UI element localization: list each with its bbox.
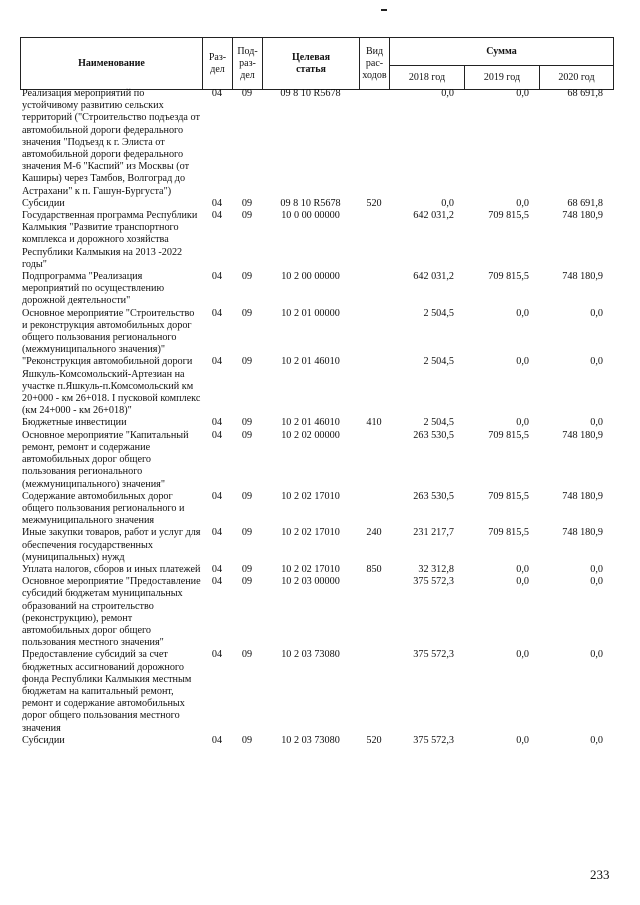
row-podrazdel: 09: [241, 356, 253, 368]
header-podrazdel: Под- раз- дел: [233, 38, 263, 90]
row-vid: [359, 210, 389, 271]
table-header: [20, 37, 614, 90]
row-razdel: 04: [211, 417, 223, 429]
table-row: [20, 527, 613, 564]
table-row: [20, 210, 613, 271]
header-2018: 2018 год: [390, 66, 465, 90]
table-row: [20, 735, 613, 747]
row-name: Подпрограмма "Реализация мероприятий по осуществлению дорожной деятельности": [22, 271, 165, 307]
row-vid: [359, 271, 389, 308]
row-2020: 748 180,9: [562, 527, 603, 539]
row-2020: 0,0: [590, 563, 603, 575]
row-2019: 0,0: [516, 356, 529, 368]
row-razdel: 04: [211, 307, 223, 319]
row-name: "Реконструкция автомобильной дороги Яшкуль-Комсомольский-Артезиан на участке п.Яшкуль-п.Комсомольский км 20+000 - км 26+018. I пусковой комплекс (км 24+000 - км 26+018)": [22, 356, 201, 417]
row-2018: 642 031,2: [413, 210, 454, 222]
row-2018: 375 572,3: [413, 576, 454, 588]
row-name: Основное мероприятие "Капитальный ремонт, ремонт и содержание автомобильных дорог общего пользования регионального (межмуниципального) значения": [22, 429, 189, 490]
row-2019: 709 815,5: [488, 271, 529, 283]
header-vid: Вид рас- ходов: [360, 38, 390, 90]
row-name: Уплата налогов, сборов и иных платежей: [22, 563, 201, 575]
table-row: [20, 88, 613, 198]
row-name: Бюджетные инвестиции: [22, 417, 127, 429]
row-2018: 32 312,8: [418, 563, 454, 575]
row-podrazdel: 09: [241, 576, 253, 588]
row-target: 10 2 02 00000: [281, 429, 340, 441]
row-target: 10 2 03 73080: [281, 734, 340, 746]
row-target: 10 2 01 00000: [281, 307, 340, 319]
row-2019: 0,0: [516, 563, 529, 575]
row-name: Предоставление субсидий за счет бюджетных ассигнований дорожного фонда Республики Калмыкия местным бюджетам на капитальный ремонт, ремонт и содержание автомобильных дорог общего пользования местного значения: [22, 649, 192, 734]
row-2019: 0,0: [516, 88, 529, 99]
row-target: 10 2 01 46010: [281, 356, 340, 368]
row-name: Субсидии: [22, 734, 65, 746]
row-target: 10 2 01 46010: [281, 417, 340, 429]
row-2020: 748 180,9: [562, 271, 603, 283]
row-2020: 0,0: [590, 417, 603, 429]
row-2019: 709 815,5: [488, 527, 529, 539]
row-2018: 0,0: [441, 88, 454, 99]
row-vid: [359, 88, 389, 198]
page-number: 233: [590, 867, 610, 882]
row-name: Субсидии: [22, 197, 65, 209]
row-vid: 240: [366, 527, 382, 539]
row-2018: 2 504,5: [423, 417, 454, 429]
row-2019: 0,0: [516, 734, 529, 746]
row-name: Основное мероприятие "Предоставление субсидий бюджетам муниципальных образований на строительство (реконструкцию), ремонт автомобильных дорог общего пользования местного значения": [22, 576, 201, 649]
row-vid: [359, 576, 389, 649]
row-podrazdel: 09: [241, 88, 253, 99]
row-2018: 231 217,7: [413, 527, 454, 539]
row-2019: 0,0: [516, 197, 529, 209]
row-target: 10 2 02 17010: [281, 490, 340, 502]
header-target: Целевая статья: [263, 38, 360, 90]
table-row: [20, 271, 613, 308]
row-2019: 0,0: [516, 417, 529, 429]
table-row: [20, 564, 613, 576]
row-podrazdel: 09: [241, 429, 253, 441]
top-mark: [381, 9, 387, 11]
row-vid: [359, 649, 389, 734]
header-sum: Сумма: [390, 38, 614, 66]
row-podrazdel: 09: [241, 271, 253, 283]
row-2019: 709 815,5: [488, 490, 529, 502]
row-2018: 2 504,5: [423, 307, 454, 319]
row-name: Государственная программа Республики Калмыкия "Развитие транспортного комплекса и дорожного хозяйства Республики Калмыкия на 2013 -2022 годы": [22, 210, 198, 270]
row-2020: 0,0: [590, 576, 603, 588]
row-target: 10 2 03 73080: [281, 649, 340, 661]
row-podrazdel: 09: [241, 197, 253, 209]
row-podrazdel: 09: [241, 527, 253, 539]
row-razdel: 04: [211, 88, 223, 99]
row-2020: 0,0: [590, 356, 603, 368]
table-row: [20, 430, 613, 491]
table-row: [20, 308, 613, 357]
row-razdel: 04: [211, 649, 223, 661]
row-target: 10 2 00 00000: [281, 271, 340, 283]
row-razdel: 04: [211, 563, 223, 575]
row-2019: 0,0: [516, 307, 529, 319]
header-razdel: Раз- дел: [203, 38, 233, 90]
row-razdel: 04: [211, 490, 223, 502]
row-podrazdel: 09: [241, 649, 253, 661]
row-razdel: 04: [211, 527, 223, 539]
row-podrazdel: 09: [241, 417, 253, 429]
row-2018: 0,0: [441, 197, 454, 209]
table-row: [20, 198, 613, 210]
header-2019: 2019 год: [465, 66, 540, 90]
row-2020: 0,0: [590, 649, 603, 661]
row-vid: [359, 308, 389, 357]
row-name: Иные закупки товаров, работ и услуг для обеспечения государственных (муниципальных) нужд: [22, 527, 201, 563]
row-vid: 410: [366, 417, 382, 429]
row-vid: [359, 491, 389, 528]
budget-table: [20, 88, 613, 747]
row-2019: 0,0: [516, 576, 529, 588]
row-2018: 263 530,5: [413, 429, 454, 441]
row-2020: 0,0: [590, 307, 603, 319]
row-razdel: 04: [211, 576, 223, 588]
row-target: 10 2 02 17010: [281, 563, 340, 575]
row-name: Реализация мероприятий по устойчивому развитию сельских территорий ("Строительство подъезда от автомобильной дороги федерального значения "Подъезд к г. Элиста от автомобильной дороги федерального значения М-6 "Каспий" из Москвы (от Каширы) через Тамбов, Волгоград до Астрахани" к п. Гашун-Бургуста"): [22, 88, 200, 197]
table-row: [20, 576, 613, 649]
row-target: 09 8 10 R5678: [280, 88, 341, 99]
row-2020: 68 691,8: [567, 197, 603, 209]
row-razdel: 04: [211, 429, 223, 441]
row-2018: 642 031,2: [413, 271, 454, 283]
table-row: [20, 417, 613, 429]
row-2018: 2 504,5: [423, 356, 454, 368]
row-target: 10 2 02 17010: [281, 527, 340, 539]
header-2020: 2020 год: [540, 66, 614, 90]
row-2019: 709 815,5: [488, 210, 529, 222]
table-row: [20, 491, 613, 528]
row-vid: [359, 430, 389, 491]
row-2019: 709 815,5: [488, 429, 529, 441]
table-row: [20, 649, 613, 734]
table-row: [20, 356, 613, 417]
row-razdel: 04: [211, 734, 223, 746]
row-podrazdel: 09: [241, 210, 253, 222]
row-target: 10 0 00 00000: [281, 210, 340, 222]
row-name: Основное мероприятие "Строительство и реконструкция автомобильных дорог общего пользования регионального (межмуниципального значения)": [22, 307, 195, 356]
row-razdel: 04: [211, 197, 223, 209]
header-name: Наименование: [21, 38, 203, 90]
row-2018: 263 530,5: [413, 490, 454, 502]
row-2018: 375 572,3: [413, 734, 454, 746]
row-razdel: 04: [211, 210, 223, 222]
row-podrazdel: 09: [241, 734, 253, 746]
row-2020: 748 180,9: [562, 490, 603, 502]
row-podrazdel: 09: [241, 563, 253, 575]
row-2020: 748 180,9: [562, 429, 603, 441]
row-2019: 0,0: [516, 649, 529, 661]
row-razdel: 04: [211, 271, 223, 283]
row-target: 09 8 10 R5678: [280, 197, 341, 209]
row-2020: 68 691,8: [567, 88, 603, 99]
row-vid: 520: [366, 734, 382, 746]
row-name: Содержание автомобильных дорог общего пользования регионального и межмуниципального значения: [22, 490, 185, 527]
row-podrazdel: 09: [241, 490, 253, 502]
row-vid: [359, 356, 389, 417]
row-target: 10 2 03 00000: [281, 576, 340, 588]
row-2018: 375 572,3: [413, 649, 454, 661]
row-2020: 748 180,9: [562, 210, 603, 222]
row-vid: 520: [366, 197, 382, 209]
row-vid: 850: [366, 563, 382, 575]
row-razdel: 04: [211, 356, 223, 368]
row-2020: 0,0: [590, 734, 603, 746]
row-podrazdel: 09: [241, 307, 253, 319]
